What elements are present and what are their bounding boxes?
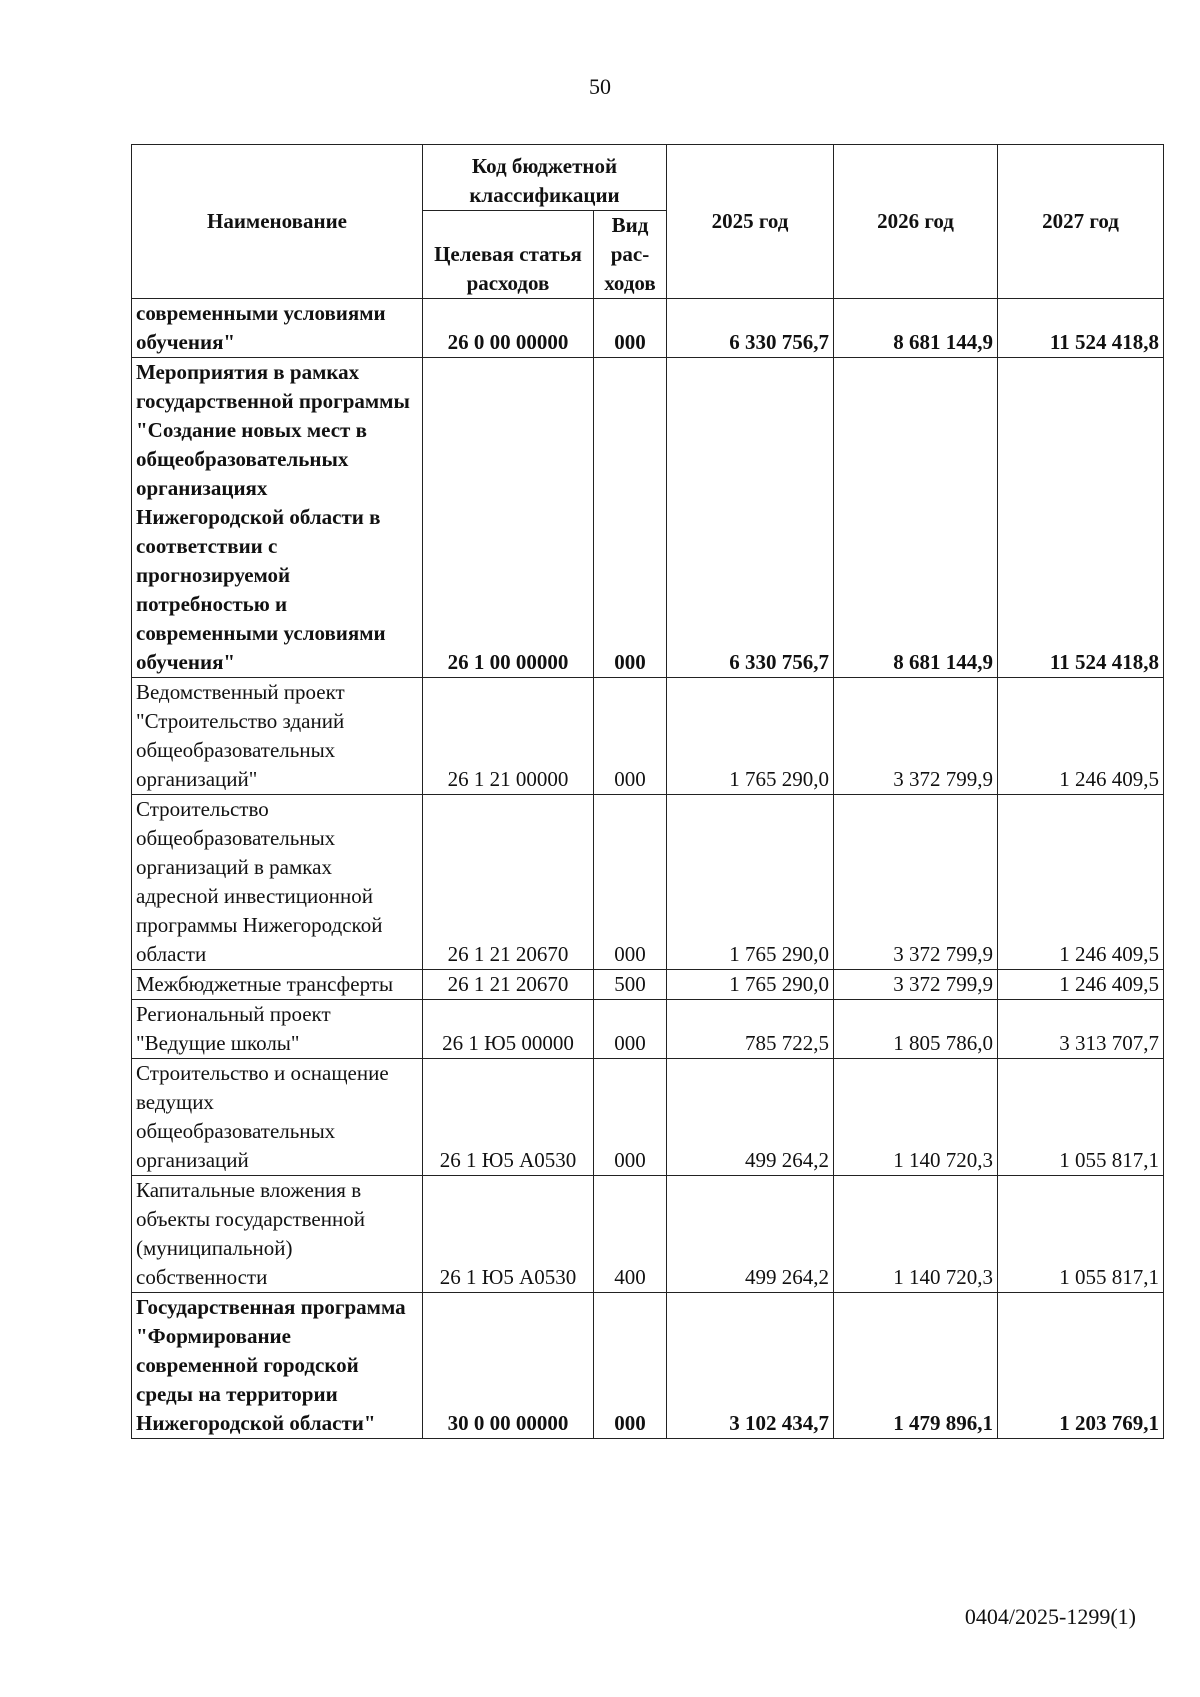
row-value-2027: 1 055 817,1 xyxy=(998,1176,1164,1293)
row-value-2025: 6 330 756,7 xyxy=(667,299,834,358)
row-value-2025: 785 722,5 xyxy=(667,1000,834,1059)
row-code: 26 1 Ю5 А0530 xyxy=(423,1176,594,1293)
row-value-2027: 1 055 817,1 xyxy=(998,1059,1164,1176)
row-value-2026: 1 479 896,1 xyxy=(834,1293,998,1439)
row-name: Капитальные вложения в объекты государственной (муниципальной) собственности xyxy=(132,1176,423,1293)
row-kind: 000 xyxy=(594,1000,667,1059)
row-kind: 000 xyxy=(594,1059,667,1176)
row-code: 26 1 Ю5 00000 xyxy=(423,1000,594,1059)
header-name: Наименование xyxy=(132,145,423,299)
row-value-2026: 8 681 144,9 xyxy=(834,358,998,678)
header-target-article: Целевая статья расходов xyxy=(423,211,594,299)
row-value-2026: 3 372 799,9 xyxy=(834,795,998,970)
row-code: 26 1 00 00000 xyxy=(423,358,594,678)
header-2027: 2027 год xyxy=(998,145,1164,299)
table-row xyxy=(132,1000,1164,1059)
row-value-2025: 499 264,2 xyxy=(667,1176,834,1293)
table-row xyxy=(132,1059,1164,1176)
row-code: 26 1 21 20670 xyxy=(423,795,594,970)
row-name: Строительство общеобразовательных организаций в рамках адресной инвестиционной программы Нижегородской области xyxy=(132,795,423,970)
row-value-2027: 1 203 769,1 xyxy=(998,1293,1164,1439)
row-name: Ведомственный проект "Строительство зданий общеобразовательных организаций" xyxy=(132,678,423,795)
row-value-2025: 3 102 434,7 xyxy=(667,1293,834,1439)
row-value-2026: 1 805 786,0 xyxy=(834,1000,998,1059)
row-value-2026: 8 681 144,9 xyxy=(834,299,998,358)
row-name: Государственная программа "Формирование современной городской среды на территории Нижегородской области" xyxy=(132,1293,423,1439)
table-row xyxy=(132,299,1164,358)
row-value-2027: 11 524 418,8 xyxy=(998,358,1164,678)
table-row xyxy=(132,1176,1164,1293)
row-value-2025: 1 765 290,0 xyxy=(667,970,834,1000)
page-number: 50 xyxy=(589,74,611,99)
row-value-2026: 1 140 720,3 xyxy=(834,1059,998,1176)
row-value-2027: 1 246 409,5 xyxy=(998,678,1164,795)
row-value-2026: 3 372 799,9 xyxy=(834,678,998,795)
table-body xyxy=(132,299,1164,1439)
header-code-group: Код бюджетной классификации xyxy=(423,145,667,211)
row-name: Межбюджетные трансферты xyxy=(132,970,423,1000)
table-row xyxy=(132,358,1164,678)
row-value-2025: 1 765 290,0 xyxy=(667,678,834,795)
row-value-2027: 11 524 418,8 xyxy=(998,299,1164,358)
row-code: 26 1 21 20670 xyxy=(423,970,594,1000)
table-header xyxy=(132,145,1164,299)
table-row xyxy=(132,1293,1164,1439)
row-code: 26 1 Ю5 А0530 xyxy=(423,1059,594,1176)
row-value-2025: 1 765 290,0 xyxy=(667,795,834,970)
row-kind: 000 xyxy=(594,678,667,795)
row-value-2027: 1 246 409,5 xyxy=(998,970,1164,1000)
row-value-2026: 1 140 720,3 xyxy=(834,1176,998,1293)
row-value-2025: 499 264,2 xyxy=(667,1059,834,1176)
row-kind: 000 xyxy=(594,358,667,678)
row-code: 26 1 21 00000 xyxy=(423,678,594,795)
row-name: Региональный проект "Ведущие школы" xyxy=(132,1000,423,1059)
row-name: современными условиями обучения" xyxy=(132,299,423,358)
row-value-2027: 1 246 409,5 xyxy=(998,795,1164,970)
header-2025: 2025 год xyxy=(667,145,834,299)
header-2026: 2026 год xyxy=(834,145,998,299)
row-kind: 000 xyxy=(594,1293,667,1439)
row-name: Мероприятия в рамках государственной программы "Создание новых мест в общеобразовательных организациях Нижегородской области в соответствии с прогнозируемой потребностью и современными условиями обучения" xyxy=(132,358,423,678)
row-kind: 400 xyxy=(594,1176,667,1293)
row-value-2027: 3 313 707,7 xyxy=(998,1000,1164,1059)
row-code: 30 0 00 00000 xyxy=(423,1293,594,1439)
row-kind: 500 xyxy=(594,970,667,1000)
row-value-2025: 6 330 756,7 xyxy=(667,358,834,678)
row-code: 26 0 00 00000 xyxy=(423,299,594,358)
row-kind: 000 xyxy=(594,795,667,970)
table-row xyxy=(132,970,1164,1000)
table-row xyxy=(132,678,1164,795)
row-value-2026: 3 372 799,9 xyxy=(834,970,998,1000)
budget-table xyxy=(131,144,1164,1439)
header-kind: Вид рас-ходов xyxy=(594,211,667,299)
row-kind: 000 xyxy=(594,299,667,358)
table-row xyxy=(132,795,1164,970)
document-id: 0404/2025-1299(1) xyxy=(964,1604,1136,1629)
row-name: Строительство и оснащение ведущих общеобразовательных организаций xyxy=(132,1059,423,1176)
